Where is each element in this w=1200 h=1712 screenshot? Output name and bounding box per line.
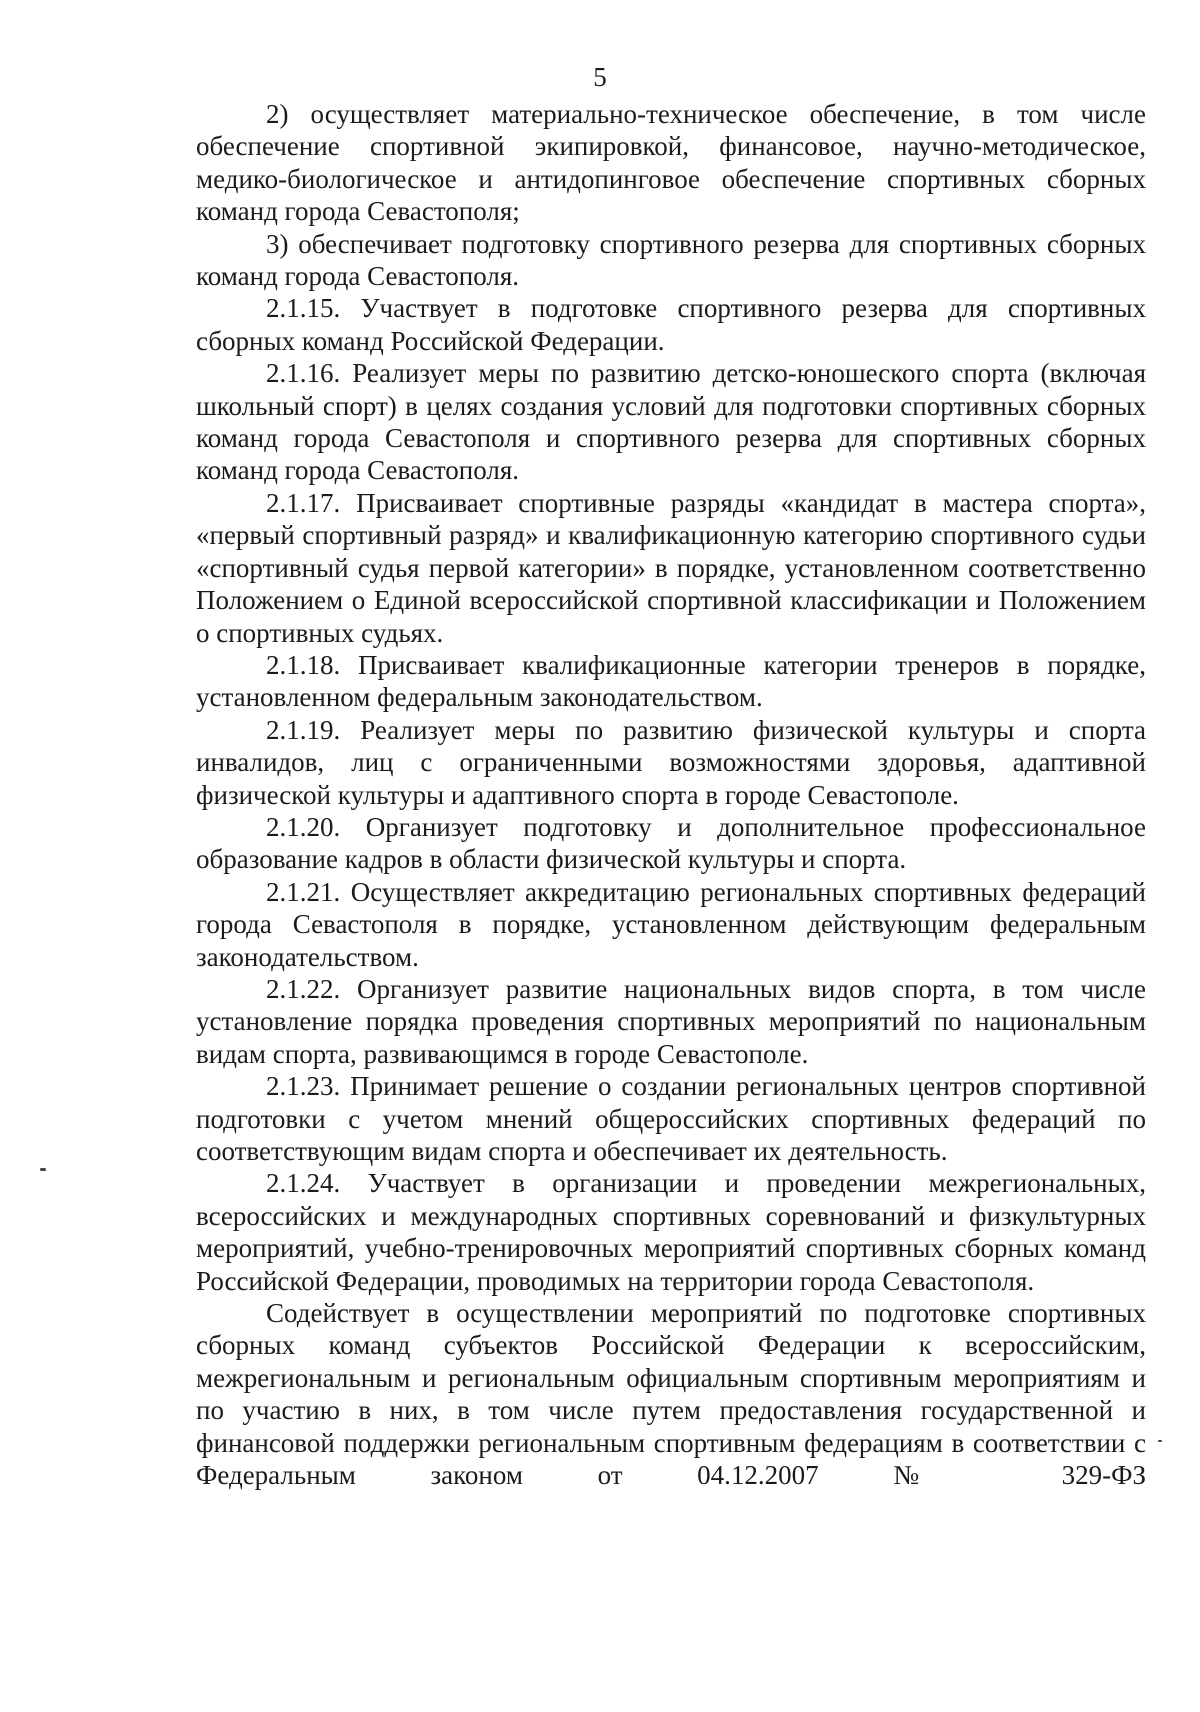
paragraph-item-3: 3) обеспечивает подготовку спортивного резерва для спортивных сборных команд города Севастополя. <box>196 228 1146 292</box>
paragraph-2-1-18: 2.1.18. Присваивает квалификационные категории тренеров в порядке, установленном федеральным законодательством. <box>196 649 1146 713</box>
paragraph-2-1-17: 2.1.17. Присваивает спортивные разряды «кандидат в мастера спорта», «первый спортивный разряд» и квалификационную категорию спортивного судьи «спортивный судья первой категории» в порядке, установленном соответственно Положением о Единой всероссийской спортивной классификации и Положением о спортивных судьях. <box>196 487 1146 648</box>
paragraph-support: Содействует в осуществлении мероприятий по подготовке спортивных сборных команд субъектов Российской Федерации к всероссийским, межрегиональным и региональным официальным спортивным мероприятиям и по участию в них, в том числе путем предоставления государственной и финансовой поддержки региональным спортивным федерациям в соответствии с Федеральным законом от 04.12.2007 № 329-ФЗ <box>196 1298 1146 1491</box>
paragraph-2-1-15: 2.1.15. Участвует в подготовке спортивного резерва для спортивных сборных команд Российской Федерации. <box>196 293 1146 356</box>
paragraph-2-1-24: 2.1.24. Участвует в организации и проведении межрегиональных, всероссийских и международных спортивных соревнований и физкультурных мероприятий, учебно-тренировочных мероприятий спортивных сборных команд Российской Федерации, проводимых на территории города Севастополя. <box>196 1168 1146 1296</box>
document-body <box>196 98 1146 1491</box>
paragraph-item-2: 2) осуществляет материально-техническое обеспечение, в том числе обеспечение спортивной экипировкой, финансовое, научно-методическое, медико-биологическое и антидопинговое обеспечение спортивных сборных команд города Севастополя; <box>196 99 1146 227</box>
scan-mark-right <box>1158 1440 1162 1442</box>
paragraph-2-1-23: 2.1.23. Принимает решение о создании региональных центров спортивной подготовки с учетом мнений общероссийских спортивных федераций по соответствующим видам спорта и обеспечивает их деятельность. <box>196 1071 1146 1166</box>
paragraph-2-1-16: 2.1.16. Реализует меры по развитию детско-юношеского спорта (включая школьный спорт) в целях создания условий для подготовки спортивных сборных команд города Севастополя и спортивного резерва для спортивных сборных команд города Севастополя. <box>196 358 1146 486</box>
scan-mark-left <box>40 1168 46 1171</box>
page-number: 5 <box>593 62 607 92</box>
paragraph-2-1-22: 2.1.22. Организует развитие национальных видов спорта, в том числе установление порядка проведения спортивных мероприятий по национальным видам спорта, развивающимся в городе Севастополе. <box>196 973 1146 1069</box>
paragraph-2-1-21: 2.1.21. Осуществляет аккредитацию региональных спортивных федераций города Севастополя в порядке, установленном действующим федеральным законодательством. <box>196 876 1146 972</box>
paragraph-2-1-20: 2.1.20. Организует подготовку и дополнительное профессиональное образование кадров в области физической культуры и спорта. <box>196 811 1146 875</box>
paragraph-2-1-19: 2.1.19. Реализует меры по развитию физической культуры и спорта инвалидов, лиц с ограниченными возможностями здоровья, адаптивной физической культуры и адаптивного спорта в городе Севастополе. <box>196 714 1146 810</box>
